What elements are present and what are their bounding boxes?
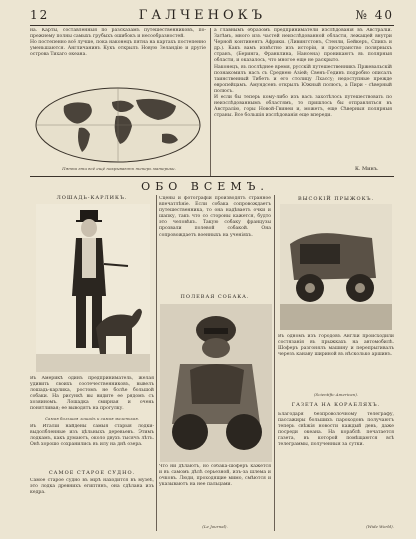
ship-newspaper-source: (Wide World). bbox=[366, 524, 394, 529]
map-caption: Пятна эти всё ещё покрываютъ теперь материки. bbox=[62, 166, 176, 171]
high-jump-source: (Scientific American). bbox=[313, 392, 359, 397]
page-header bbox=[30, 6, 394, 24]
top-left-article: на. Карты, составленныя по разсказамъ путешественниковъ, по-прежнему полны самыхъ грубыхъ ошибокъ и несообразностей. Но постепенно всё лучше, пока наконецъ пятна на картахъ постепенно уменьшаются. Англичанинъ Кукъ открылъ Новую Зеландію и другіе острова Тихаго океана. bbox=[30, 28, 206, 58]
old-boats-article: Въ Италіи найдены самыя старыя лодки-выдолбленные изъ цѣльныхъ деревьевъ. Этимъ лодкамъ, какъ думаютъ, около двухъ тысячъ лѣтъ. Онѣ хорошо сохранились въ илу на днѣ озера. bbox=[30, 424, 154, 448]
column-divider-3 bbox=[274, 195, 275, 531]
high-jump-article: Въ одномъ изъ городовъ Англіи происходили состязанія въ прыжкахъ на автомобилѣ. Шоферъ разгонялъ машину и перепрыгивалъ черезъ канаву шириной въ нѣсколько аршинъ. bbox=[278, 334, 394, 358]
field-dog-source: (Le Journal). bbox=[202, 524, 228, 529]
magazine-title: ГАЛЧЕНОКЪ bbox=[138, 7, 267, 23]
dog-in-car-photo bbox=[160, 304, 272, 462]
section-title-ship-newspaper: ГАЗЕТА НА КОРАБЛЯХЪ. bbox=[291, 402, 381, 408]
dwarf-horse-caption: Самая большая лошадь и самая маленькая. bbox=[44, 416, 140, 421]
section-title-dwarf-horse: ЛОШАДЬ-КАРЛИКЪ. bbox=[56, 195, 128, 201]
ship-newspaper-article: Благодаря безпроволочному телеграфу, пассажиры большихъ пароходовъ получаютъ теперь свѣжія новости каждый день, даже посреди океана. На кораблѣ печатается газета, въ которой помѣщаются всѣ телеграммы, полученныя за сутки. bbox=[278, 412, 394, 448]
section-title-oldest-ship: САМОЕ СТАРОЕ СУДНО. bbox=[48, 470, 136, 476]
main-section-title: ОБО ВСЕМЪ. bbox=[141, 180, 269, 193]
header-rule bbox=[30, 25, 394, 26]
man-with-dwarf-horse-photo bbox=[36, 204, 150, 372]
section-rule bbox=[30, 176, 394, 177]
oldest-ship-article: Самое старое судно въ мірѣ находится въ музеѣ, это лодка древнихъ египтянъ, она сдѣлана изъ кедра. bbox=[30, 478, 154, 496]
section-title-high-jump: ВЫСОКІЙ ПРЫЖОКЪ. bbox=[297, 196, 375, 202]
world-map-illustration bbox=[34, 86, 202, 164]
section-title-field-dog: ПОЛЕВАЯ СОБАКА. bbox=[180, 294, 250, 300]
top-right-article: а главнымъ образомъ предприниматели изслѣдованія въ Австраліи. Затѣмъ, много изъ частей неизслѣдованной области, лежащей внутри Черной континентъ Африки. (Ливингстонъ, Стенли, Бейкеръ, Спикъ и др.). Какъ вамъ извѣстно изъ исторіи, и пространство полярныхъ странъ, (Беринга, Франклина, Нансена) проникаютъ въ полярныя области, и оказалось, что многое еще не раскрыто. Наконецъ, въ послѣднее время, русскій путешественникъ Пржевальскій познакомилъ насъ съ Среднею Азіей; Свенъ-Гединъ подробно описалъ таинственный Тибетъ и его столицу Лхассу; недоступные прежде европейцамъ. Амундсенъ открылъ Южный полюсъ, а Пири - сѣверный полюсъ. И если бы теперь кому-либо изъ васъ захотѣлось путешествовать по неизслѣдованнымъ областямъ, то пришлось бы отправляться въ Австралію, горы Новой-Гвинеи и, можетъ, еще Сѣверныя полярныя страны. Все большія изслѣдованія еще впереди. bbox=[214, 28, 392, 119]
issue-number: № 40 bbox=[355, 8, 394, 22]
field-dog-article-intro: Сцены и фотографіи производятъ странное впечатлѣніе. Если собака сопровождаетъ путешественника, то она надѣваетъ очки и шапку, такъ что со стороны кажется, будто это человѣкъ. Такую собаку французы прозвали полевой собакой. Она сопровождаетъ военныхъ на ученіяхъ. bbox=[159, 196, 271, 238]
page-number: 12 bbox=[30, 8, 50, 22]
dwarf-horse-article: Въ Америкѣ одинъ предприниматель, желая удивить своихъ соотечественниковъ, вывелъ лошадь-карлика, ростомъ не болѣе большой собаки. На рисункѣ вы видите ее рядомъ съ хозяиномъ. Лошадка смирная и очень понятливая; ее выводятъ на прогулку. bbox=[30, 376, 154, 412]
column-divider bbox=[210, 28, 211, 176]
car-jump-photo bbox=[280, 204, 392, 330]
field-dog-article: Что ни дѣлаютъ, но собака-шоферъ кажется и въ самомъ дѣлѣ серьезной, изъ-за шлема и очковъ. Люди, проходящие мимо, смѣются и указываютъ на нее пальцами. bbox=[159, 464, 271, 488]
column-divider-2 bbox=[156, 195, 157, 531]
author-signature: К. Минъ. bbox=[355, 166, 379, 172]
